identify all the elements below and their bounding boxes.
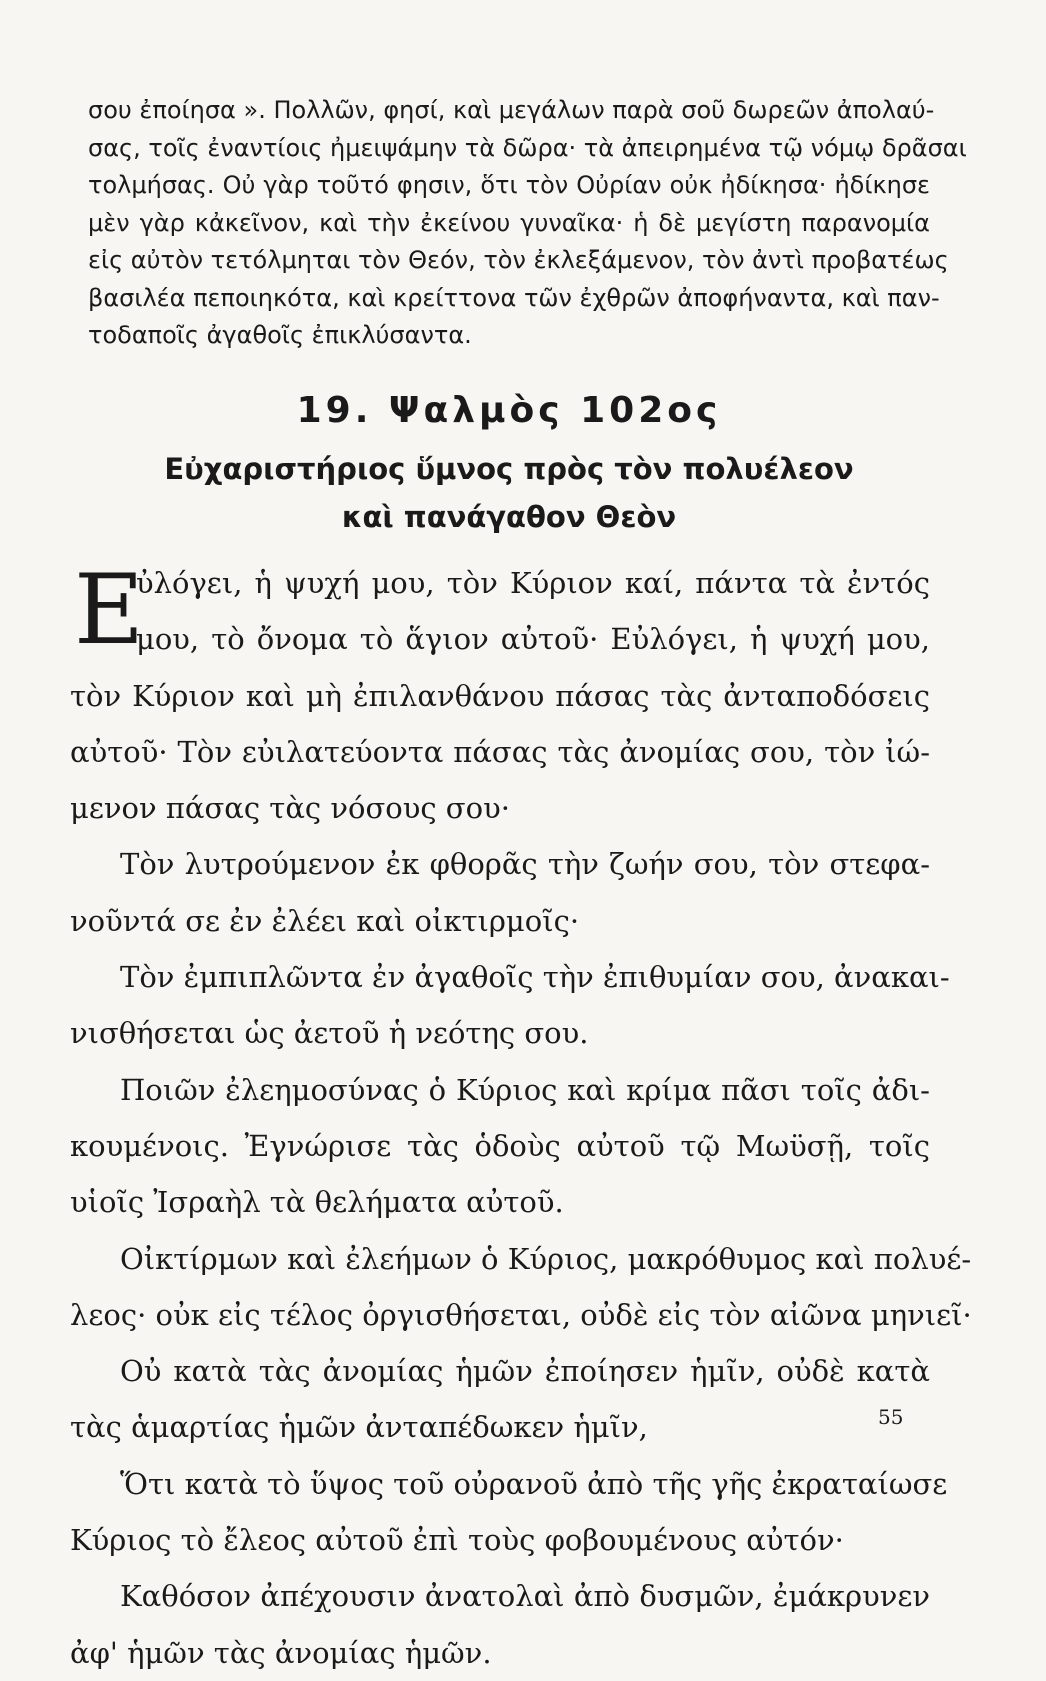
text-line: σου ἐποίησα ». Πολλῶν, φησί, καὶ μεγάλων παρὰ σοῦ δωρεῶν ἀπολαύ- bbox=[88, 96, 935, 124]
psalm-number-title: 19. Ψαλμὸς 102ος bbox=[296, 390, 722, 431]
text-line: Ποιῶν ἐλεημοσύνας ὁ Κύριος καὶ κρίμα πᾶσι τοῖς ἀδι- bbox=[120, 1072, 930, 1107]
text-line: νισθήσεται ὡς ἀετοῦ ἡ νεότης σου. bbox=[70, 1016, 589, 1051]
drop-cap: Ε bbox=[74, 554, 145, 666]
text-line: αὐτοῦ· Τὸν εὐιλατεύοντα πάσας τὰς ἀνομίας σου, τὸν ἰώ- bbox=[70, 734, 930, 769]
text-line: λεος· οὐκ εἰς τέλος ὀργισθήσεται, οὐδὲ εἰς τὸν αἰῶνα μηνιεῖ· bbox=[70, 1297, 972, 1332]
text-line: Οὐ κατὰ τὰς ἀνομίας ἡμῶν ἐποίησεν ἡμῖν, οὐδὲ κατὰ bbox=[120, 1354, 930, 1389]
text-line: βασιλέα πεποιηκότα, καὶ κρείττονα τῶν ἐχθρῶν ἀποφήναντα, καὶ παν- bbox=[88, 283, 940, 312]
text-line: υἱοῖς Ἰσραὴλ τὰ θελήματα αὐτοῦ. bbox=[70, 1185, 564, 1220]
page-number: 55 bbox=[878, 1405, 904, 1429]
text-line: κουμένοις. Ἐγνώρισε τὰς ὁδοὺς αὐτοῦ τῷ Μωϋσῇ, τοῖς bbox=[70, 1128, 930, 1163]
text-line: Καθόσον ἀπέχουσιν ἀνατολαὶ ἀπὸ δυσμῶν, ἐμάκρυνεν bbox=[120, 1579, 930, 1614]
text-line: τὰς ἁμαρτίας ἡμῶν ἀνταπέδωκεν ἡμῖν, bbox=[70, 1410, 648, 1445]
text-line: τολμήσας. Οὐ γὰρ τοῦτό φησιν, ὅτι τὸν Οὐρίαν οὐκ ἠδίκησα· ἠδίκησε bbox=[88, 171, 930, 199]
text-line: Τὸν ἐμπιπλῶντα ἐν ἀγαθοῖς τὴν ἐπιθυμίαν σου, ἀνακαι- bbox=[120, 960, 950, 995]
psalm-text bbox=[70, 555, 972, 1681]
text-line: τοδαποῖς ἀγαθοῖς ἐπικλύσαντα. bbox=[88, 321, 472, 349]
text-line: τὸν Κύριον καὶ μὴ ἐπιλανθάνου πάσας τὰς ἀνταποδόσεις bbox=[70, 678, 930, 713]
text-line: εἰς αὐτὸν τετόλμηται τὸν Θεόν, τὸν ἐκλεξάμενον, τὸν ἀντὶ προβατέως bbox=[88, 246, 949, 274]
text-line: Ὅτι κατὰ τὸ ὕψος τοῦ οὐρανοῦ ἀπὸ τῆς γῆς ἐκραταίωσε bbox=[120, 1466, 948, 1501]
text-line: Οἰκτίρμων καὶ ἐλεήμων ὁ Κύριος, μακρόθυμος καὶ πολυέ- bbox=[120, 1241, 972, 1276]
previous-commentary bbox=[88, 92, 967, 355]
text-line: νοῦντά σε ἐν ἐλέει καὶ οἰκτιρμοῖς· bbox=[70, 903, 580, 938]
text-line: ἀφ' ἡμῶν τὰς ἀνομίας ἡμῶν. bbox=[70, 1635, 492, 1670]
text-line: σας, τοῖς ἐναντίοις ἠμειψάμην τὰ δῶρα· τὰ ἀπειρημένα τῷ νόμῳ δρᾶσαι bbox=[88, 133, 967, 162]
text-line: Τὸν λυτρούμενον ἐκ φθορᾶς τὴν ζωήν σου, τὸν στεφα- bbox=[120, 847, 930, 882]
psalm-subtitle-line1: Εὐχαριστήριος ὕμνος πρὸς τὸν πολυέλεον bbox=[164, 452, 854, 486]
text-line: ὐλόγει, ἡ ψυχή μου, τὸν Κύριον καί, πάντα τὰ ἐντός bbox=[136, 566, 930, 600]
psalm-subtitle-line2: καὶ πανάγαθον Θεὸν bbox=[341, 500, 677, 534]
text-line: μενον πάσας τὰς νόσους σου· bbox=[70, 791, 510, 826]
text-line: μου, τὸ ὄνομα τὸ ἅγιον αὐτοῦ· Εὐλόγει, ἡ ψυχή μου, bbox=[136, 622, 930, 657]
text-line: Κύριος τὸ ἔλεος αὐτοῦ ἐπὶ τοὺς φοβουμένους αὐτόν· bbox=[70, 1523, 844, 1558]
text-line: μὲν γὰρ κἀκεῖνον, καὶ τὴν ἐκείνου γυναῖκα· ἡ δὲ μεγίστη παρανομία bbox=[88, 208, 930, 237]
